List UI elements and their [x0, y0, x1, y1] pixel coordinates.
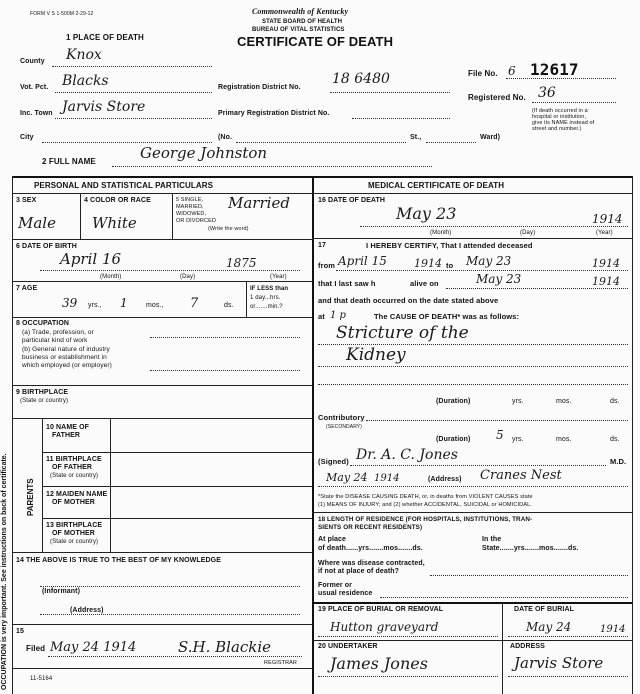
primary-registration-line — [352, 118, 450, 119]
footnote-2: (1) MEANS OF INJURY; and (2) whether ACCIDENTAL, SUICIDAL or HOMICIDAL. — [318, 502, 532, 508]
certify-number: 17 — [318, 242, 326, 249]
marital-label-1: 5 SINGLE, — [176, 197, 204, 203]
signed-address-label: (Address) — [428, 476, 462, 483]
of-death-label: of death......yrs.......mos.......ds. — [318, 545, 423, 552]
street-line — [236, 142, 406, 143]
street-no-label: (No. — [218, 134, 233, 141]
vot-pct-value: Blacks — [62, 73, 109, 89]
place-of-death-label: 1 PLACE OF DEATH — [66, 33, 144, 42]
color-divider — [172, 193, 173, 239]
less-than-label-1: IF LESS than — [250, 286, 289, 292]
duration-ds: ds. — [610, 398, 620, 405]
contributory-line — [366, 420, 628, 421]
dob-value: April 16 — [60, 250, 122, 268]
cause-line-1: Stricture of the — [336, 323, 469, 343]
registration-district-value: 18 6480 — [332, 71, 390, 87]
burial-line — [318, 636, 498, 637]
last-saw-tail: alive on — [410, 279, 439, 288]
father-name-label-2: FATHER — [52, 432, 81, 439]
dob-line — [40, 270, 300, 271]
undertaker-line — [318, 676, 498, 677]
from-to-line — [336, 270, 628, 271]
contributory-label: Contributory — [318, 413, 365, 422]
duration-label: (Duration) — [436, 398, 471, 405]
board-heading: STATE BOARD OF HEALTH — [262, 19, 343, 25]
rule-dob — [12, 239, 312, 240]
city-line — [42, 142, 212, 143]
occupation-b3: which employed (or employer) — [22, 362, 112, 369]
age-years: 39 — [62, 296, 78, 310]
parents-divider — [42, 418, 43, 552]
commonwealth-heading: Commonwealth of Kentucky — [252, 7, 349, 16]
sex-value: Male — [18, 214, 56, 232]
footer-code: 11-5164 — [30, 676, 53, 682]
rule-occupation — [12, 317, 312, 318]
birthplace-sub: (State or country) — [20, 398, 69, 404]
filed-number: 15 — [16, 628, 24, 635]
last-saw-line — [446, 288, 628, 289]
mother-bp-label-1: 13 BIRTHPLACE — [46, 522, 103, 529]
occupation-b: (b) General nature of industry — [22, 346, 110, 353]
in-the-label: In the — [482, 536, 502, 543]
filed-label: Filed — [26, 644, 46, 653]
at-label: at — [318, 312, 325, 321]
duration2-mos: mos. — [556, 436, 572, 443]
dob-day-label: (Day) — [180, 274, 196, 280]
mother-bp-label-2: OF MOTHER — [52, 530, 95, 537]
death-year-label: (Year) — [596, 230, 613, 236]
dob-year-label: (Year) — [270, 274, 287, 280]
full-name-value: George Johnston — [140, 144, 268, 162]
form-number: FORM V S 1-500M 2-29-12 — [30, 11, 94, 17]
right-border — [632, 176, 633, 694]
county-value: Knox — [66, 47, 102, 63]
certificate-title: CERTIFICATE OF DEATH — [237, 34, 394, 49]
cause-line-2: Kidney — [346, 345, 406, 365]
signed-value: Dr. A. C. Jones — [356, 447, 458, 463]
mother-name-label-2: OF MOTHER — [52, 499, 95, 506]
former-residence-2: usual residence — [318, 590, 373, 597]
rule-father-bp — [42, 452, 312, 453]
where-contracted-line — [430, 575, 628, 576]
rule-burial — [312, 602, 632, 604]
registered-number-line — [532, 102, 616, 103]
residence-label-2: SIENTS OR RECENT RESIDENTS) — [318, 524, 423, 531]
duration2-yrs: yrs. — [512, 436, 524, 443]
file-number-value: 12617 — [530, 60, 579, 79]
from-label: from — [318, 261, 336, 270]
ward-label: Ward) — [480, 134, 501, 141]
residence-label: 18 LENGTH OF RESIDENCE (FOR HOSPITALS, INSTITUTIONS, TRAN- — [318, 516, 533, 523]
file-number-prefix: 6 — [508, 64, 516, 78]
signed-label: (Signed) — [318, 457, 349, 466]
state-duration-label: State.......yrs.......mos.......ds. — [482, 545, 579, 552]
cause-line-rule-2 — [318, 366, 628, 367]
marital-label-4: OR DIVORCED — [176, 218, 216, 224]
true-statement: 14 THE ABOVE IS TRUE TO THE BEST OF MY KNOWLEDGE — [16, 557, 221, 564]
rule-true-statement — [12, 552, 312, 553]
dob-year: 1875 — [226, 256, 257, 270]
occupation-a: (a) Trade, profession, or — [22, 329, 94, 336]
father-name-label-1: 10 NAME OF — [46, 424, 90, 431]
dob-label: 6 DATE OF BIRTH — [16, 243, 77, 250]
last-saw-value: May 23 — [476, 272, 522, 286]
burial-date-value: May 24 — [526, 620, 572, 634]
occurred-text: and that death occurred on the date stated above — [318, 296, 499, 305]
rule-bottom-left — [12, 668, 312, 669]
registration-district-label: Registration District No. — [218, 84, 301, 91]
occupation-a2: particular kind of work — [22, 337, 88, 344]
undertaker-address-value: Jarvis Store — [514, 654, 604, 672]
at-place-label: At place — [318, 536, 347, 543]
last-saw-year: 1914 — [592, 275, 620, 288]
bureau-heading: BUREAU OF VITAL STATISTICS — [252, 27, 345, 33]
former-residence-1: Former or — [318, 582, 352, 589]
age-ds-label: ds. — [224, 302, 234, 309]
rule-undertaker — [312, 640, 632, 641]
to-year: 1914 — [592, 257, 620, 270]
former-residence-line — [380, 597, 628, 598]
mother-bp-label-3: (State or country) — [50, 539, 99, 545]
signed-address-value: Cranes Nest — [480, 468, 562, 483]
less-than-label-3: or.......min.? — [250, 304, 283, 310]
death-month-label: (Month) — [430, 230, 452, 236]
sex-divider — [80, 193, 81, 239]
occupation-line-a — [150, 337, 300, 338]
to-label: to — [446, 261, 454, 270]
informant-label: (Informant) — [42, 588, 81, 595]
top-rule — [12, 176, 632, 178]
rule-birthplace — [12, 385, 312, 386]
marital-label-2: MARRIED, — [176, 204, 204, 210]
vot-pct-line — [55, 92, 212, 93]
undertaker-address-label: ADDRESS — [510, 643, 545, 650]
filed-line — [48, 656, 302, 657]
inc-town-value: Jarvis Store — [62, 99, 146, 115]
date-of-death-line — [360, 226, 628, 227]
county-line — [52, 66, 212, 67]
registrar-label: REGISTRAR — [264, 660, 297, 666]
color-race-label: 4 COLOR OR RACE — [84, 197, 151, 204]
mother-name-label-1: 12 MAIDEN NAME — [46, 491, 108, 498]
where-contracted-2: if not at place of death? — [318, 568, 400, 575]
color-race-value: White — [92, 214, 137, 232]
burial-value: Hutton graveyard — [330, 620, 439, 634]
occupation-label: 8 OCCUPATION — [16, 320, 70, 327]
center-divider — [312, 176, 314, 694]
sex-label: 3 SEX — [16, 197, 37, 204]
last-saw-text: that I last saw h — [318, 279, 376, 288]
side-instruction: OCCUPATION is very important. See instructions on back of certificate. — [1, 453, 8, 690]
signed-year: 1914 — [374, 473, 400, 484]
age-days: 7 — [190, 296, 199, 311]
father-bp-label-2: OF FATHER — [52, 464, 93, 471]
father-bp-label-1: 11 BIRTHPLACE — [46, 456, 102, 463]
rule-mother-bp — [42, 518, 312, 519]
hospital-note-2: hospital or institution, — [532, 114, 587, 120]
hospital-note-1: (If death occurred in a — [532, 108, 588, 114]
less-than-label-2: 1 day...hrs. — [250, 295, 281, 301]
rule-parents-top — [12, 418, 312, 419]
informant-line — [40, 586, 300, 587]
date-of-death-label: 16 DATE OF DEATH — [318, 197, 386, 204]
marital-label-5: (Write the word) — [208, 226, 249, 232]
duration2-label: (Duration) — [436, 436, 471, 443]
rule-age — [12, 281, 312, 282]
vot-pct-label: Vot. Pct. — [20, 84, 49, 91]
date-of-death-value: May 23 — [396, 204, 457, 223]
date-of-death-year: 1914 — [592, 212, 623, 226]
father-bp-label-3: (State or country) — [50, 473, 99, 479]
left-border — [12, 176, 13, 694]
burial-date-line — [508, 636, 628, 637]
age-months: 1 — [120, 296, 128, 310]
filed-date: May 24 1914 — [50, 640, 137, 655]
duration2-ds: ds. — [610, 436, 620, 443]
at-value: 1 p — [330, 310, 346, 321]
secondary-label: (SECONDARY) — [326, 424, 363, 430]
duration2-value: 5 — [496, 428, 504, 442]
certify-text: I HEREBY CERTIFY, That I attended deceased — [366, 241, 533, 250]
parents-side-label: PARENTS — [26, 478, 35, 516]
inc-town-label: Inc. Town — [20, 110, 53, 117]
age-divider — [246, 281, 247, 317]
personal-section-title: PERSONAL AND STATISTICAL PARTICULARS — [34, 181, 214, 190]
dob-month-label: (Month) — [100, 274, 122, 280]
full-name-label: 2 FULL NAME — [42, 157, 96, 166]
registration-district-line — [330, 92, 450, 93]
duration-mos: mos. — [556, 398, 572, 405]
age-mos-label: mos., — [146, 302, 164, 309]
county-label: County — [20, 58, 45, 65]
undertaker-address-line — [508, 676, 628, 677]
rule-filed — [12, 624, 312, 625]
from-value: April 15 — [338, 254, 387, 268]
hospital-note-4: street and number.) — [532, 126, 582, 132]
age-yrs-label: yrs., — [88, 302, 102, 309]
section-title-rule — [12, 193, 632, 194]
undertaker-value: James Jones — [330, 654, 428, 673]
signed-address-line — [318, 486, 628, 487]
registered-number-label: Registered No. — [468, 93, 526, 102]
rule-certify — [312, 238, 632, 239]
ward-line — [426, 142, 476, 143]
cause-line-rule-3 — [318, 384, 628, 385]
marital-value: Married — [228, 194, 290, 212]
birthplace-label: 9 BIRTHPLACE — [16, 389, 69, 396]
duration-yrs: yrs. — [512, 398, 524, 405]
street-label: St., — [410, 134, 422, 141]
registrar-signature: S.H. Blackie — [178, 638, 272, 656]
rule-mother-name — [42, 486, 312, 487]
signed-date: May 24 — [326, 471, 368, 484]
occupation-b2: business or establishment in — [22, 354, 107, 361]
burial-label: 19 PLACE OF BURIAL OR REMOVAL — [318, 606, 444, 613]
rule-residence — [312, 512, 632, 513]
age-label: 7 AGE — [16, 285, 38, 292]
burial-date-label: DATE OF BURIAL — [514, 606, 574, 613]
burial-date-year: 1914 — [600, 624, 626, 635]
informant-address-label: (Address) — [70, 607, 104, 614]
burial-divider — [502, 602, 503, 694]
inc-town-line — [55, 118, 212, 119]
occupation-line-b — [150, 370, 300, 371]
medical-section-title: MEDICAL CERTIFICATE OF DEATH — [368, 181, 505, 190]
registered-number-value: 36 — [538, 85, 556, 101]
md-label: M.D. — [610, 457, 627, 466]
from-year: 1914 — [414, 257, 442, 270]
parents-label-divider — [110, 418, 111, 552]
signed-line — [350, 465, 606, 466]
where-contracted-1: Where was disease contracted, — [318, 560, 425, 567]
footnote-1: *State the DISEASE CAUSING DEATH, or, in deaths from VIOLENT CAUSES state — [318, 494, 533, 500]
death-day-label: (Day) — [520, 230, 536, 236]
primary-registration-label: Primary Registration District No. — [218, 110, 330, 117]
undertaker-label: 20 UNDERTAKER — [318, 643, 378, 650]
file-number-label: File No. — [468, 69, 498, 78]
city-label: City — [20, 134, 34, 141]
to-value: May 23 — [466, 254, 512, 268]
hospital-note-3: give its NAME instead of — [532, 120, 595, 126]
full-name-line — [112, 166, 432, 167]
marital-label-3: WIDOWED, — [176, 211, 207, 217]
cause-text: The CAUSE OF DEATH* was as follows: — [374, 312, 520, 321]
